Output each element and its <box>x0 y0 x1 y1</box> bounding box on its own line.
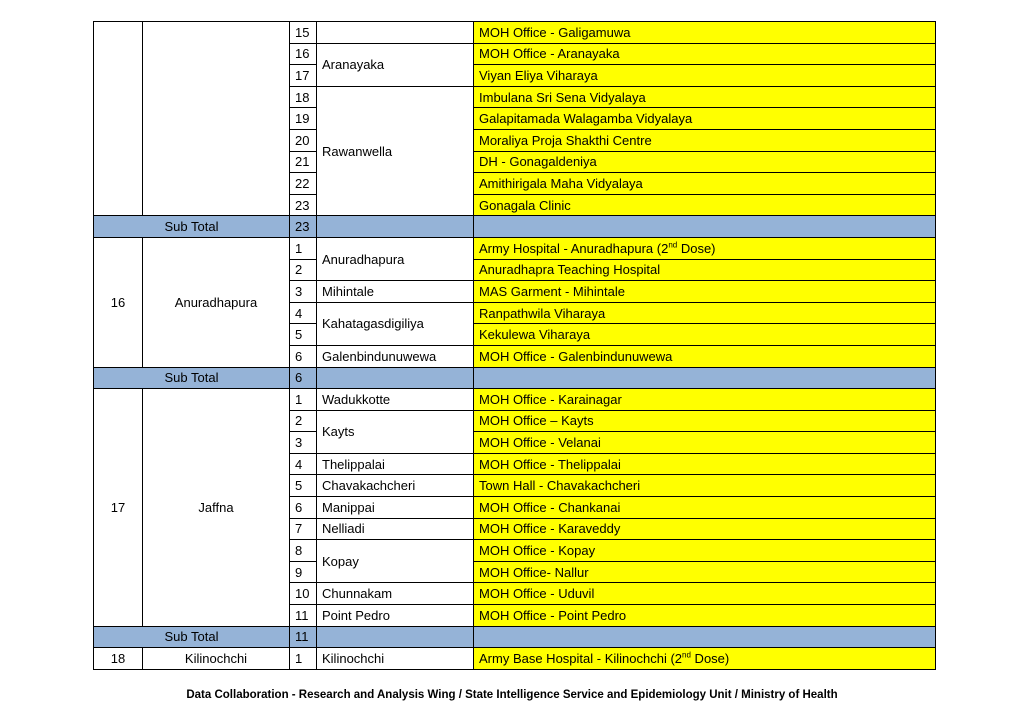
vaccination-center-cell: MOH Office - Karaveddy <box>474 518 936 540</box>
district-name-cell: Anuradhapura <box>143 237 290 367</box>
vaccination-center-cell: MOH Office - Karainagar <box>474 389 936 411</box>
district-number-cell <box>94 22 143 216</box>
vaccination-center-cell: MAS Garment - Mihintale <box>474 281 936 303</box>
center-index: 23 <box>290 194 317 216</box>
center-index: 10 <box>290 583 317 605</box>
center-index: 21 <box>290 151 317 173</box>
moh-area-cell: Manippai <box>317 497 474 519</box>
district-number-cell: 18 <box>94 648 143 670</box>
page-footer: Data Collaboration - Research and Analysis Wing / State Intelligence Service and Epidemiology Unit / Ministry of Health <box>186 689 838 701</box>
subtotal-empty-cell <box>474 216 936 238</box>
subtotal-row <box>94 367 936 389</box>
center-index: 20 <box>290 129 317 151</box>
moh-area-cell: Mihintale <box>317 281 474 303</box>
subtotal-label: Sub Total <box>94 216 290 238</box>
moh-area-cell: Galenbindunuwewa <box>317 345 474 367</box>
center-index: 18 <box>290 86 317 108</box>
center-index: 19 <box>290 108 317 130</box>
vaccination-center-cell: Moraliya Proja Shakthi Centre <box>474 129 936 151</box>
center-index: 22 <box>290 173 317 195</box>
vaccination-center-cell: Town Hall - Chavakachcheri <box>474 475 936 497</box>
center-index: 8 <box>290 540 317 562</box>
moh-area-cell: Kahatagasdigiliya <box>317 302 474 345</box>
vaccination-center-cell: Imbulana Sri Sena Vidyalaya <box>474 86 936 108</box>
center-index: 4 <box>290 302 317 324</box>
district-number-cell: 16 <box>94 237 143 367</box>
center-name: Army Hospital - Anuradhapura (2 <box>479 240 669 256</box>
center-index: 6 <box>290 345 317 367</box>
moh-area-cell: Nelliadi <box>317 518 474 540</box>
vaccination-center-cell: MOH Office - Uduvil <box>474 583 936 605</box>
center-index: 1 <box>290 389 317 411</box>
vaccination-center-cell: MOH Office - Kopay <box>474 540 936 562</box>
center-index: 1 <box>290 237 317 259</box>
center-index: 3 <box>290 281 317 303</box>
district-number-cell: 17 <box>94 389 143 627</box>
vaccination-center-cell: Amithirigala Maha Vidyalaya <box>474 173 936 195</box>
subtotal-label: Sub Total <box>94 367 290 389</box>
subtotal-count: 6 <box>290 367 317 389</box>
subtotal-row <box>94 626 936 648</box>
vaccination-centers-table <box>93 21 936 670</box>
district-name-cell <box>143 22 290 216</box>
center-name-tail: Dose) <box>690 651 730 667</box>
subtotal-label: Sub Total <box>94 626 290 648</box>
table-row <box>94 389 936 411</box>
vaccination-center-cell: Kekulewa Viharaya <box>474 324 936 346</box>
vaccination-center-cell: MOH Office - Thelippalai <box>474 453 936 475</box>
center-index: 1 <box>290 648 317 670</box>
center-index: 11 <box>290 605 317 627</box>
moh-area-cell: Aranayaka <box>317 43 474 86</box>
center-index: 17 <box>290 65 317 87</box>
table-row <box>94 648 936 670</box>
center-name: Army Base Hospital - Kilinochchi (2 <box>479 651 683 667</box>
vaccination-center-cell: Galapitamada Walagamba Vidyalaya <box>474 108 936 130</box>
center-index: 9 <box>290 561 317 583</box>
moh-area-cell: Kopay <box>317 540 474 583</box>
vaccination-center-cell: Gonagala Clinic <box>474 194 936 216</box>
moh-area-cell: Thelippalai <box>317 453 474 475</box>
vaccination-center-cell: Ranpathwila Viharaya <box>474 302 936 324</box>
moh-area-cell: Rawanwella <box>317 86 474 216</box>
vaccination-center-cell <box>474 237 936 259</box>
table-row <box>94 22 936 44</box>
ordinal-suffix: nd <box>668 240 678 250</box>
vaccination-center-cell: MOH Office - Galigamuwa <box>474 22 936 44</box>
vaccination-center-cell: MOH Office - Velanai <box>474 432 936 454</box>
subtotal-empty-cell <box>317 626 474 648</box>
subtotal-empty-cell <box>317 367 474 389</box>
subtotal-empty-cell <box>474 626 936 648</box>
vaccination-center-cell: Anuradhapra Teaching Hospital <box>474 259 936 281</box>
ordinal-suffix: nd <box>682 650 691 660</box>
moh-area-cell: Chunnakam <box>317 583 474 605</box>
moh-area-cell: Point Pedro <box>317 605 474 627</box>
vaccination-center-cell: MOH Office - Point Pedro <box>474 605 936 627</box>
center-index: 15 <box>290 22 317 44</box>
center-index: 3 <box>290 432 317 454</box>
subtotal-count: 11 <box>290 626 317 648</box>
vaccination-center-cell: MOH Office - Galenbindunuwewa <box>474 345 936 367</box>
moh-area-cell <box>317 22 474 44</box>
subtotal-row <box>94 216 936 238</box>
vaccination-center-cell <box>474 648 936 670</box>
center-name-tail: Dose) <box>677 240 716 256</box>
moh-area-cell: Chavakachcheri <box>317 475 474 497</box>
vaccination-center-cell: MOH Office- Nallur <box>474 561 936 583</box>
center-index: 2 <box>290 259 317 281</box>
moh-area-cell: Kayts <box>317 410 474 453</box>
center-index: 6 <box>290 497 317 519</box>
table-row <box>94 237 936 259</box>
moh-area-cell: Wadukkotte <box>317 389 474 411</box>
subtotal-empty-cell <box>317 216 474 238</box>
center-index: 2 <box>290 410 317 432</box>
vaccination-center-cell: MOH Office – Kayts <box>474 410 936 432</box>
center-index: 5 <box>290 324 317 346</box>
vaccination-center-cell: DH - Gonagaldeniya <box>474 151 936 173</box>
moh-area-cell: Kilinochchi <box>317 648 474 670</box>
vaccination-center-cell: Viyan Eliya Viharaya <box>474 65 936 87</box>
vaccination-center-cell: MOH Office - Aranayaka <box>474 43 936 65</box>
district-name-cell: Kilinochchi <box>143 648 290 670</box>
subtotal-empty-cell <box>474 367 936 389</box>
subtotal-count: 23 <box>290 216 317 238</box>
vaccination-center-cell: MOH Office - Chankanai <box>474 497 936 519</box>
center-index: 4 <box>290 453 317 475</box>
center-index: 7 <box>290 518 317 540</box>
center-index: 16 <box>290 43 317 65</box>
center-index: 5 <box>290 475 317 497</box>
moh-area-cell: Anuradhapura <box>317 237 474 280</box>
district-name-cell: Jaffna <box>143 389 290 627</box>
